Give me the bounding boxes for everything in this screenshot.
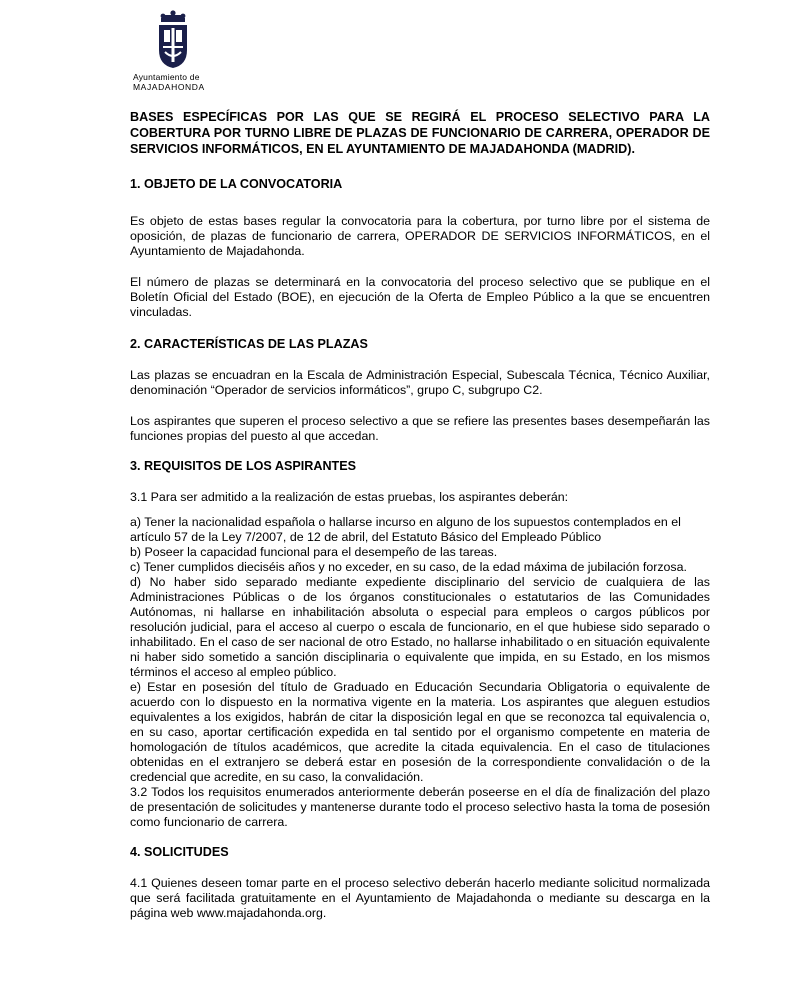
section-1-paragraph-1: Es objeto de estas bases regular la convocatoria para la cobertura, por turno libre por el sistema de oposición, de plazas de funcionario de carrera, OPERADOR DE SERVICIOS INFORMÁTICOS, en el Ayuntamiento de Majadahonda.: [130, 214, 710, 258]
section-3-heading: 3. REQUISITOS DE LOS ASPIRANTES: [130, 459, 357, 473]
section-3-intro: 3.1 Para ser admitido a la realización de estas pruebas, los aspirantes deberán:: [130, 490, 569, 504]
requirement-a: a) Tener la nacionalidad española o hallarse incurso en alguno de los supuestos contemplados en el artículo 57 de la Ley 7/2007, de 12 de abril, del Estatuto Básico del Empleado Público: [130, 515, 681, 544]
document-body: [130, 109, 710, 921]
section-2-paragraph-1: Las plazas se encuadran en la Escala de Administración Especial, Subescala Técnica, Técnico Auxiliar, denominación “Operador de servicios informáticos”, grupo C, subgrupo C2.: [130, 368, 710, 397]
requirement-3-2: 3.2 Todos los requisitos enumerados anteriormente deberán poseerse en el día de finalización del plazo de presentación de solicitudes y mantenerse durante todo el proceso selectivo hasta la toma de posesión como funcionario de carrera.: [130, 785, 710, 829]
section-1-paragraph-2: El número de plazas se determinará en la convocatoria del proceso selectivo que se publique en el Boletín Oficial del Estado (BOE), en ejecución de la Oferta de Empleo Público a la que se encuentren vinculadas.: [130, 275, 710, 319]
section-1-heading: 1. OBJETO DE LA CONVOCATORIA: [130, 177, 343, 191]
logo-line-2: MAJADAHONDA: [133, 82, 205, 92]
requirement-c: c) Tener cumplidos dieciséis años y no exceder, en su caso, de la edad máxima de jubilación forzosa.: [130, 560, 687, 574]
section-4-heading: 4. SOLICITUDES: [130, 845, 229, 859]
requirement-b: b) Poseer la capacidad funcional para el desempeño de las tareas.: [130, 545, 498, 559]
requirement-e: e) Estar en posesión del título de Graduado en Educación Secundaria Obligatoria o equivalente de acuerdo con lo dispuesto en la normativa vigente en la materia. Los aspirantes que aleguen estudios equivalentes a los exigidos, habrán de citar la disposición legal en que se reconozca tal equivalencia o, en su caso, aportar certificación expedida en tal sentido por el organismo competente en materia de homologación de títulos académicos, que acredite la citada equivalencia. En el caso de titulaciones obtenidas en el extranjero se deberá estar en posesión de la correspondiente convalidación o de la credencial que acredite, en su caso, la convalidación.: [130, 680, 710, 784]
section-2-paragraph-2: Los aspirantes que superen el proceso selectivo a que se refiere las presentes bases desempeñarán las funciones propias del puesto al que accedan.: [130, 414, 710, 443]
requirement-d: d) No haber sido separado mediante expediente disciplinario del servicio de cualquiera de las Administraciones Públicas o de los órganos constitucionales o estatutarios de las Comunidades Autónomas, ni hallarse en inhabilitación absoluta o especial para empleos o cargos públicos por resolución judicial, para el acceso al cuerpo o escala de funcionario, en el que hubiese sido separado o inhabilitado. En el caso de ser nacional de otro Estado, no hallarse inhabilitado o en situación equivalente ni haber sido sometido a sanción disciplinaria o equivalente que impida, en su Estado, en los mismos términos el acceso al empleo público.: [130, 575, 710, 679]
municipal-logo: [133, 10, 213, 92]
section-2-heading: 2. CARACTERÍSTICAS DE LAS PLAZAS: [130, 337, 368, 351]
logo-line-1: Ayuntamiento de: [133, 72, 200, 82]
section-4-paragraph-1: 4.1 Quienes deseen tomar parte en el proceso selectivo deberán hacerlo mediante solicitud normalizada que será facilitada gratuitamente en el Ayuntamiento de Majadahonda o mediante su descarga en la página web www.majadahonda.org.: [130, 876, 710, 920]
document-title: BASES ESPECÍFICAS POR LAS QUE SE REGIRÁ EL PROCESO SELECTIVO PARA LA COBERTURA POR TURNO LIBRE DE PLAZAS DE FUNCIONARIO DE CARRERA, OPERADOR DE SERVICIOS INFORMÁTICOS, EN EL AYUNTAMIENTO DE MAJADAHONDA (MADRID).: [130, 110, 710, 156]
coat-of-arms-icon: [155, 10, 191, 70]
